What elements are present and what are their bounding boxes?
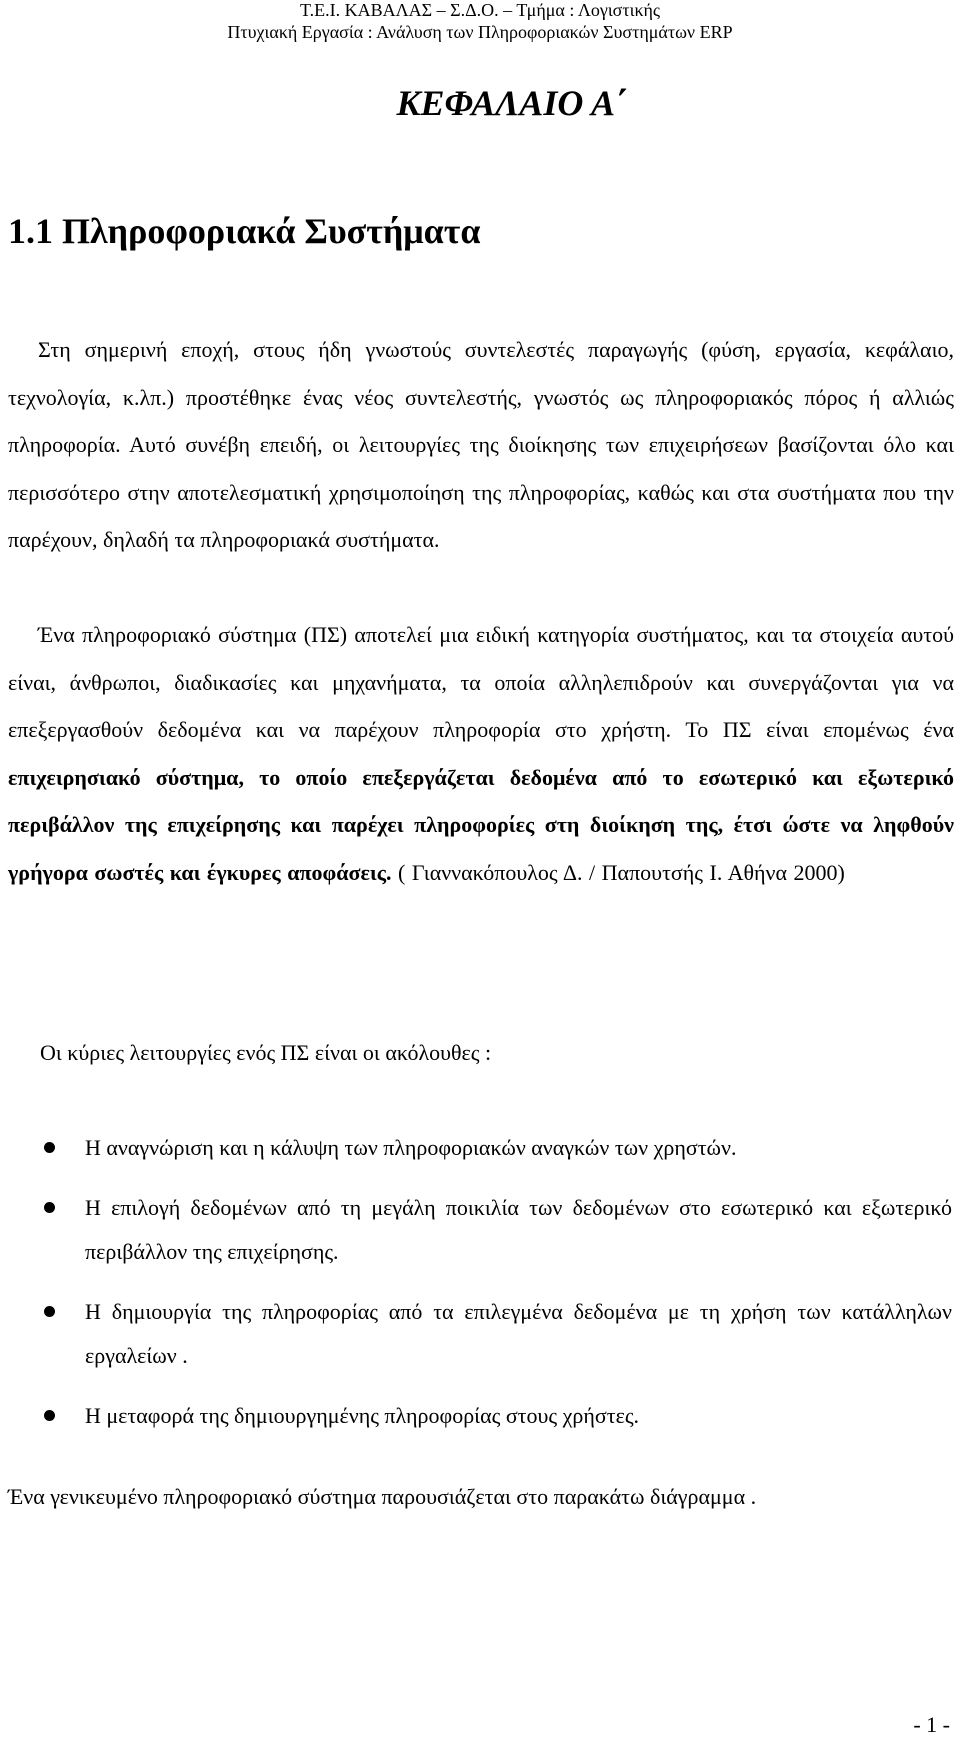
citation: ( Γιαννακόπουλος Δ. / Παπουτσής Ι. Αθήνα 2000) bbox=[391, 859, 845, 885]
closing-sentence: Ένα γενικευμένο πληροφοριακό σύστημα παρουσιάζεται στο παρακάτω διάγραμμα . bbox=[8, 1484, 757, 1509]
running-header-thesis-title: Πτυχιακή Εργασία : Ανάλυση των Πληροφοριακών Συστημάτων ERP bbox=[227, 22, 733, 42]
running-header-institution: Τ.Ε.Ι. ΚΑΒΑΛΑΣ – Σ.Δ.Ο. – Τμήμα : Λογιστικής bbox=[299, 0, 661, 20]
paragraph-introduction: Στη σημερινή εποχή, στους ήδη γνωστούς συντελεστές παραγωγής (φύση, εργασία, κεφάλαιο, τεχνολογία, κ.λπ.) προστέθηκε ένας νέος συντελεστής, γνωστός ως πληροφοριακός πόρος ή αλλιώς πληροφορία. Αυτό συνέβη επειδή, οι λειτουργίες της διοίκησης των επιχειρήσεων βασίζονται όλο και περισσότερο στην αποτελεσματική χρησιμοποίηση της πληροφορίας, καθώς και στα συστήματα που την παρέχουν, δηλαδή τα πληροφοριακά συστήματα. bbox=[8, 337, 954, 552]
definition-text: Ένα πληροφοριακό σύστημα (ΠΣ) αποτελεί μια ειδική κατηγορία συστήματος, και τα στοιχεία αυτού είναι, άνθρωποι, διαδικασίες και μηχανήματα, τα οποία αλληλεπιδρούν και συνεργάζονται για να επεξεργασθούν δεδομένα και να παρέχουν πληροφορία στο χρήστη. Το ΠΣ είναι επομένως ένα bbox=[8, 622, 954, 742]
list-item: Η μεταφορά της δημιουργημένης πληροφορίας στους χρήστες. bbox=[0, 1394, 960, 1438]
list-intro: Οι κύριες λειτουργίες ενός ΠΣ είναι οι ακόλουθες : bbox=[40, 1040, 492, 1065]
section-title: 1.1 Πληροφοριακά Συστήματα bbox=[8, 211, 481, 251]
list-item: Η επιλογή δεδομένων από τη μεγάλη ποικιλία των δεδομένων στο εσωτερικό και εξωτερικό περιβάλλον της επιχείρησης. bbox=[0, 1186, 960, 1274]
functions-list bbox=[0, 1126, 960, 1454]
page-number: - 1 - bbox=[913, 1712, 950, 1737]
paragraph-definition bbox=[8, 611, 954, 896]
definition-bold-text: επιχειρησιακό σύστημα, το οποίο επεξεργάζεται δεδομένα από το εσωτερικό και εξωτερικό περιβάλλον της επιχείρησης και παρέχει πληροφορίες στη διοίκηση της, έτσι ώστε να ληφθούν γρήγορα σωστές και έγκυρες αποφάσεις. bbox=[8, 764, 954, 885]
chapter-title: ΚΕΦΑΛΑΙΟ Α΄ bbox=[396, 83, 627, 123]
list-item: Η αναγνώριση και η κάλυψη των πληροφοριακών αναγκών των χρηστών. bbox=[0, 1126, 960, 1170]
list-item: Η δημιουργία της πληροφορίας από τα επιλεγμένα δεδομένα με τη χρήση των κατάλληλων εργαλείων . bbox=[0, 1290, 960, 1378]
